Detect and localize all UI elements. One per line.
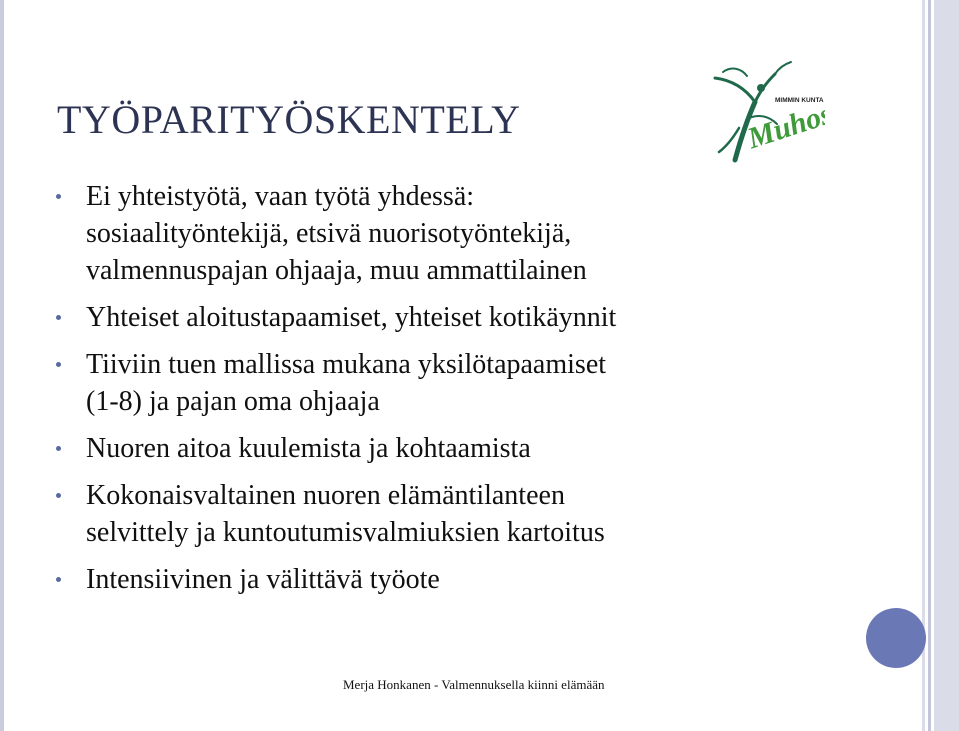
- bullet-dot-icon: [56, 577, 61, 582]
- bullet-item: [56, 346, 836, 420]
- bullet-item: [56, 561, 836, 598]
- bullet-dot-icon: [56, 493, 61, 498]
- bullet-dot-icon: [56, 446, 61, 451]
- bullet-dot-icon: [56, 194, 61, 199]
- logo-top-text: MIMMIN KUNTA: [775, 97, 824, 104]
- bullet-text-line: Tiiviin tuen mallissa mukana yksilötapaamiset: [86, 349, 607, 380]
- bullet-item: [56, 299, 836, 336]
- bullet-text-line: Nuoren aitoa kuulemista ja kohtaamista: [86, 433, 531, 464]
- bullet-list: [56, 178, 836, 608]
- logo-main-text: Muhos: [743, 97, 825, 156]
- bullet-item: [56, 178, 836, 289]
- decorative-circle: [866, 608, 926, 668]
- bullet-dot-icon: [56, 315, 61, 320]
- bullet-text-line: Yhteiset aloitustapaamiset, yhteiset kotikäynnit: [86, 302, 617, 333]
- bullet-text-line: Ei yhteistyötä, vaan työtä yhdessä:: [86, 181, 475, 212]
- bullet-item: [56, 430, 836, 467]
- slide-left-border: [0, 0, 4, 731]
- bullet-text-line: Intensiivinen ja välittävä työote: [86, 564, 440, 595]
- bullet-item: [56, 477, 836, 551]
- slide-title: TYÖPARITYÖSKENTELY: [57, 97, 521, 142]
- bullet-text-line: Kokonaisvaltainen nuoren elämäntilanteen: [86, 480, 565, 511]
- bullet-text-line: (1-8) ja pajan oma ohjaaja: [86, 386, 380, 417]
- slide-right-border: [919, 0, 959, 731]
- bullet-text-line: selvittely ja kuntoutumisvalmiuksien kartoitus: [86, 517, 605, 548]
- dancer-figure-icon: [705, 58, 825, 168]
- slide-footer: Merja Honkanen - Valmennuksella kiinni elämään: [343, 677, 605, 692]
- municipality-logo: [705, 58, 825, 168]
- bullet-text-line: valmennuspajan ohjaaja, muu ammattilainen: [86, 255, 587, 286]
- bullet-text-line: sosiaalityöntekijä, etsivä nuorisotyöntekijä,: [86, 218, 572, 249]
- bullet-dot-icon: [56, 362, 61, 367]
